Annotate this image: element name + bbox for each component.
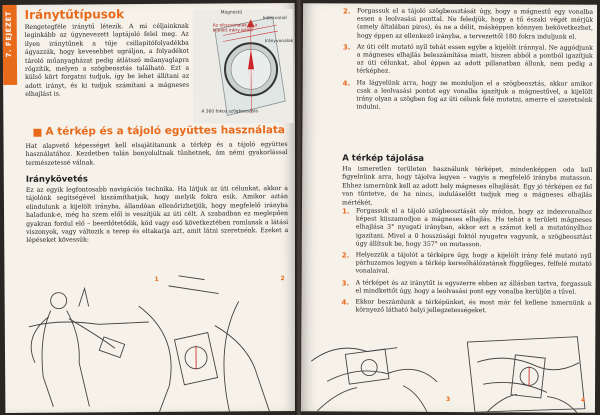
sketch-number-3: 3: [445, 395, 451, 404]
section-title-bearing: Iránykövetés: [25, 174, 88, 185]
step-text: Forgassuk el a tájoló szögbeosztását úgy, hogy a mágnestű egy vonalba essen a leolvasási ponttal. Ne feledjük, hogy a tű északi végét mérjük (amely általában piros), és ne a délit, másképpen könnyen bekövetkezhet, hogy éppen az ellenkező irányba, a tervezettől 180 fokra induljunk el.: [356, 7, 594, 41]
list-item: [343, 79, 593, 113]
compass-illustration: [193, 9, 294, 124]
left-page: [3, 3, 298, 413]
section-title-map-orientation: A térkép tájolása: [342, 153, 425, 164]
compass-types-text: Rengetegféle iránytű létezik. A mi céljainknak leginkább az úgynevezett laptájoló felel meg. Az ilyen iránytűnek a tűje csillapítófolyadékba ágyazzák, hogy kevesebbet ugráljon, a folyadékot tároló műanyagházat pedig átlátszó műanyaglapra rögzítik, melyen a szögbeosztás található. Ezt a külső kört forgatni tudjuk, így be lehet állítani az adott irányt, és ki tudjuk számítani a mágneses elhajlást is.: [24, 22, 190, 99]
label-index-line: Indexvonal: [262, 16, 287, 22]
sketch-number-2: 2: [280, 275, 285, 283]
bearing-text: Ez az egyik legfontosabb navigációs technika. Ha látjuk az úti célunkat, akkor a tájolónk segítségével kiszámíthatjuk, hogy melyik fokra esik. Amikor aztán elindulunk a kijelölt irányba, állandóan ellenőrizhetjük, hogy megfelelő irányba haladunk-e, még ha szem elől is veszítjük az úti célt. A szabadban ez meglepően gyakran fordul elő – beerdőtetődik, köd vagy eső következtében romlanak a látási viszonyok, vagy változik a terep és eltakarja azt, amit látni szeretnénk. Ezeket a lépéseket kövessük:: [25, 185, 289, 245]
list-item: [342, 207, 592, 249]
step-number: 4.: [341, 298, 350, 307]
step-number: 2.: [341, 251, 350, 260]
sketch-number-1: 1: [154, 275, 159, 283]
step-text: Forgassuk el a tájoló szögbeosztását oly módon, hogy az indexvonalhoz képest kiiszamodjon a mágneses elhajlás. Ha tehát a területi mágneses elhajlása 3° nyugati irányban, akkor ezt a számot kell a mutatónyílhoz igazítani. Mivel a 0 hosszúsági foktól nyugatra vagyunk, a szögbeosztást úgy állítsuk be, hogy 357° on mutasson.: [355, 207, 592, 248]
hiker-sketch-illustration: [18, 265, 295, 413]
list-item: [342, 251, 592, 277]
step-text: Ha lágyelünk arra, hogy ne mozduljon el a szögbeosztás, akkor amikor csak a leolvasási pontot egy vonalba igazítjuk a mágnestűvel, a kijelölt irány olyan a szögben fog az úti célunk felé mutatni, amerre el szeretnénk indulni.: [356, 79, 593, 111]
chapter-tab-label: 7. FEJEZET: [4, 10, 13, 58]
step-number: 4.: [342, 79, 351, 88]
list-item: [341, 298, 591, 316]
label-360-scale: A 360 fokos szögbeosztás: [201, 109, 259, 115]
orientation-steps-list: [341, 207, 592, 319]
right-page: [301, 3, 597, 413]
step-number: 3.: [341, 279, 350, 288]
step-number: 2.: [343, 7, 351, 16]
list-item: [343, 43, 593, 77]
step-number: 1.: [341, 207, 350, 216]
sketch-number-4: 4: [580, 396, 586, 404]
list-item: [343, 7, 593, 41]
step-number: 3.: [342, 43, 351, 52]
bearing-steps-list: [342, 7, 593, 116]
map-compass-text: Hat alapvető képességet kell elsajátítanunk a térkép és a tájoló együttes használatához. Kezdetben talán bonyolultnak tűnhetnek, ám némi gyakorlással természetessé válnak.: [25, 141, 288, 167]
step-text: Az úti célt mutató nyíl tehát essen egybe a kijelölt iránnyal. Ne aggódjunk a mágneses elhajlás beleszámítása miatt, hiszen abból a pontból igazítjuk az úti célunkat, ahol éppen az adott pillanatban állunk, nem pedig a térképhez.: [356, 43, 593, 76]
section-marker: [33, 129, 41, 137]
step-text: Ekkor beszámlunk a térképünket, és most már fel kellene ismernünk a környező látható helyi jellegzetességeket.: [355, 298, 592, 315]
section-title-compass-types: Iránytűtípusok: [24, 7, 125, 22]
step-text: Helyezzük a tájolót a térképre úgy, hogy a kijelölt irány felé mutató nyíl párhuzamos legyen a térkép keresőhálózatának függőleges, felfelé mutató vonalaival.: [355, 251, 592, 276]
section-title-map-compass: A térkép és a tájoló együttes használata: [45, 124, 286, 138]
label-needle: Mágnestű: [220, 10, 243, 16]
list-item: [342, 279, 592, 297]
step-text: A térképet és az iránytűt is egyszerre ebben az állásban tartva, forgassuk el mindkettőt úgy, hogy a leolvasási pont egy vonalba kerüljön a tűvel.: [355, 279, 592, 296]
label-orienting: Az oltszvonalak és a kijelölt irány jelölő: [212, 23, 258, 34]
chapter-tab: [3, 5, 18, 85]
map-orientation-text: Ha ismeretlen területen használunk térképet, mindenképpen oda kell figyelnünk arra, hogy tájolva legyen – vagyis a megfelelő irányba mutasson. Ehhez ismernünk kell az adott hely mágneses elhajlását. Egy jó térképen ez fel van tüntetve, de ha nincs, induláselőtt tudjuk meg a mágneses elhajlás mértékét.: [342, 165, 593, 207]
label-direction-lines: Irányvonalak: [264, 38, 294, 45]
